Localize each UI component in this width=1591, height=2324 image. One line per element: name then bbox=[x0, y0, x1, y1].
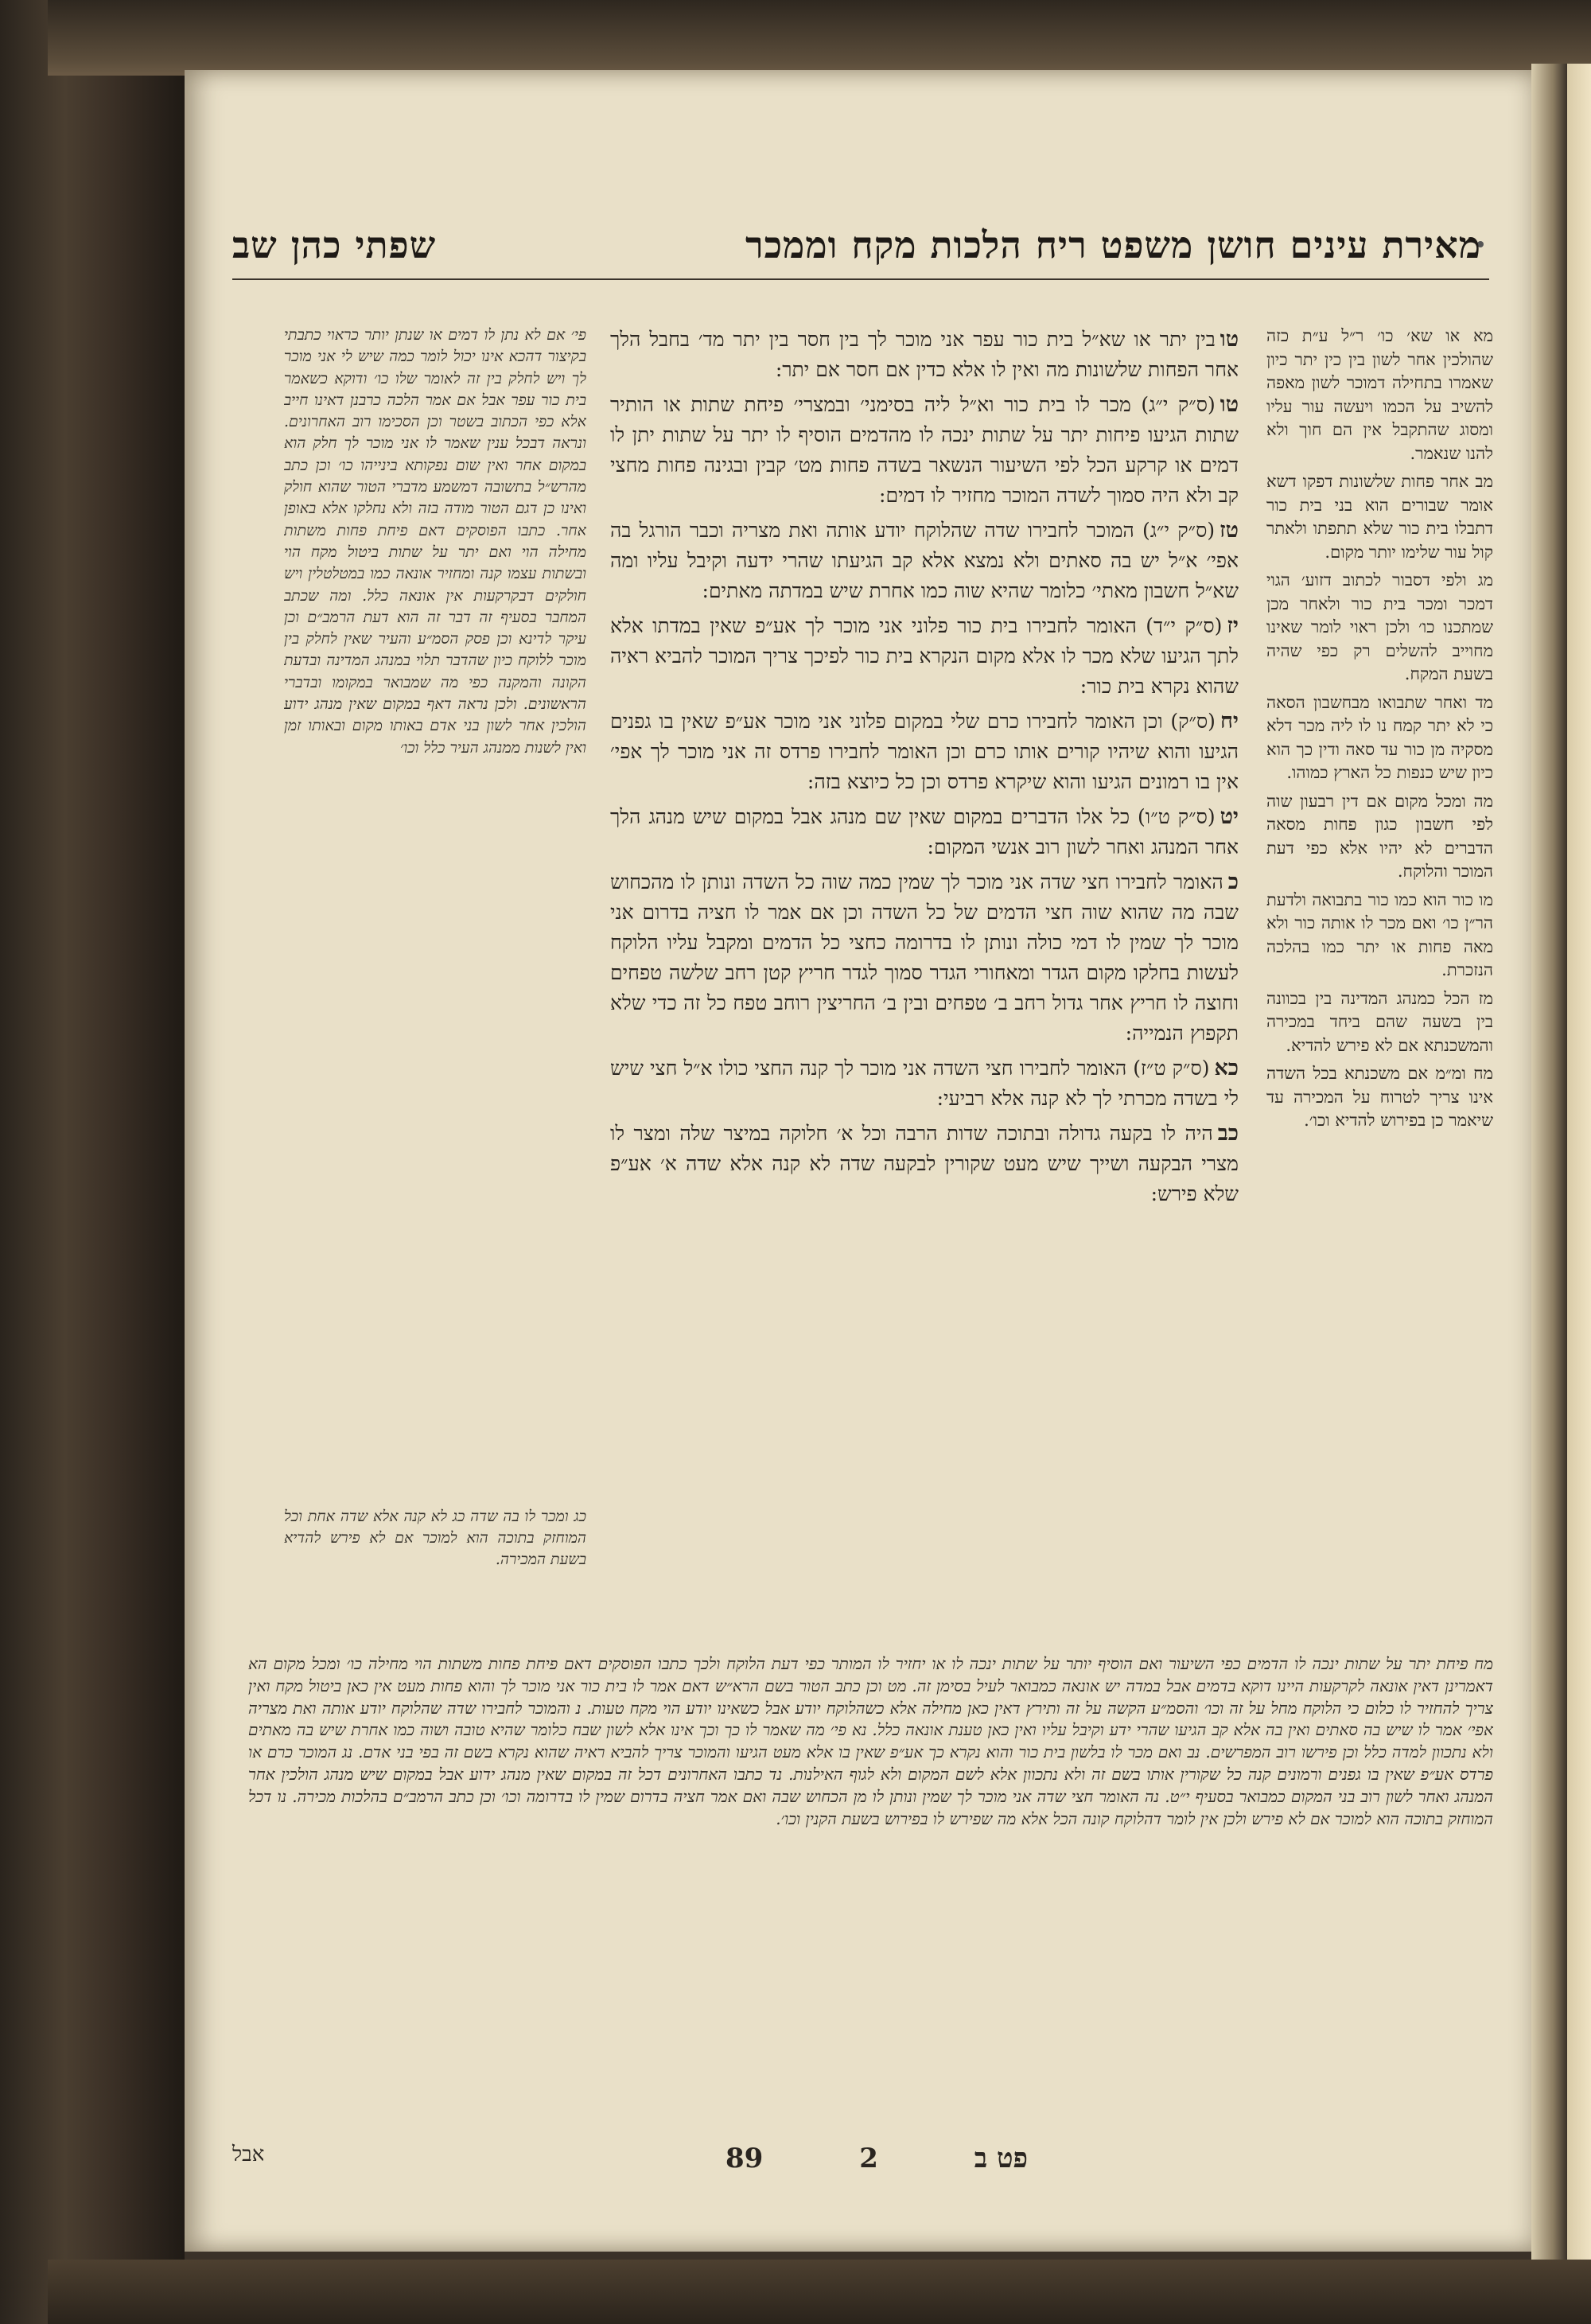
header-title: מאירת עינים חושן משפט ריח הלכות מקח וממכר bbox=[745, 224, 1481, 267]
commentary-paragraph: מד ואחר שתבואו מבחשבון הסאה כי לא יתר קמח נו לו ליה מכר דלא מסקיה מן כור עד סאה ודין כך הוא כיון שיש כנפות כל הארץ כמוהו. bbox=[1266, 692, 1493, 782]
signature-mark: 2 bbox=[859, 2143, 878, 2174]
signature-hebrew: פט ב bbox=[974, 2143, 1028, 2174]
main-paragraph bbox=[610, 867, 1239, 1049]
header-rule bbox=[232, 278, 1489, 280]
page-gutter bbox=[1531, 64, 1567, 2260]
paragraph-text: האומר לחבירו חצי שדה אני מוכר לך שמין כמה שוה כל השדה ונותן לו מהכחוש שבה מה שהוא שוה חצי הדמים של כל השדה וכן אם אמר לו חציה בדרום אני מוכר לך שמין לו דמי כולה ונותן לו בדרומה כחצי כל הדמים ומקבל עליו הלוקח לעשות בחלקו מקום הגדר ומאחורי הגדר סמוך לגדר חריץ קטן רחב שלשה טפחים וחוצה לו חריץ אחר גדול רחב ב׳ טפחים ובין ב׳ החריצין רוחב טפח כל זה כדי שלא תקפוץ הנמייה: bbox=[610, 870, 1239, 1045]
main-paragraph bbox=[610, 325, 1239, 385]
header-right-title: שפתי כהן bbox=[290, 224, 437, 267]
page-signature bbox=[725, 2143, 1028, 2182]
paragraph-text: (ס״ק) וכן האומר לחבירו כרם שלי במקום פלוני אני מוכר אע״פ שאין בו גפנים הגיעו והוא שיהיו קורים אותו כרם וכן האומר לחבירו פרדס זה אני מוכר לך אפי׳ אין בו רמונים הגיעו והוא שיקרא פרדס וכן כל כיוצא בזה: bbox=[610, 710, 1239, 793]
commentary-paragraph: מח ומ״מ אם משכנתא בכל השדה אינו צריך לטרוח על המכירה עד שיאמר כן בפירוש להדיא וכו׳. bbox=[1266, 1064, 1493, 1130]
header-left bbox=[232, 224, 436, 267]
footnotes-block bbox=[248, 1653, 1493, 2107]
paragraph-text: (ס״ק ט״ז) האומר לחבירו חצי השדה אני מוכר לך קנה החצי כולו א״ל חצי שיש לי בשדה מכרתי לך לא קנה אלא רביעי: bbox=[610, 1057, 1239, 1110]
footnote: נה האומר חצי שדה אני מוכר לך שמין ונותן לו מן הכחוש שבה ואם אמר חציה בדרום שמין לו בדרומה וכו׳ וכן כתב הרמב״ם בהלכות מכירה. bbox=[292, 1786, 1160, 1806]
book-edge-top bbox=[48, 0, 1591, 76]
footnote: נג המוכר כרם או פרדס אע״פ שאין בו גפנים ורמונים קנה כל שקורין אותו בשם זה ולא נתכוון אלא לשם המקום ולא לגוף האילנות. bbox=[248, 1742, 1493, 1784]
footnote: נא פי׳ מה שאמר לו כך וכך אינו אלא לשון שבח כלומר שהיא טובה ושוה כמו אחרת שיש בה מאתים ולא נתכוון למדה כלל וכן פירשו רוב המפרשים. bbox=[248, 1720, 1493, 1762]
commentary-paragraph: מג ולפי דסבור לכתוב דזוע׳ הגוי דמכר ומכר בית כור ולאחר מכן שמתכנו כו׳ ולכן ראוי לומר שאינו מחוייב להשלים רק כפי שהיה בשעת המקח. bbox=[1266, 570, 1493, 683]
paragraph-text: היה לו בקעה גדולה ובתוכה שדות הרבה וכל א׳ חלוקה במיצר שלה ומצר לו מצרי הבקעה ושייך שיש מעט שקורין לבקעה שדה לא קנה אלא שדה א׳ אע״פ שלא פירש: bbox=[610, 1122, 1239, 1205]
paragraph-text: בין יתר או שא״ל בית כור עפר אני מוכר לך בין חסר בין יתר מד׳ בחבל הלך אחר הפחות שלשונות מה ואין לו אלא כדין אם חסר אם יתר: bbox=[610, 328, 1239, 381]
footnote: נד כתבו האחרונים דכל זה במקום שאין מנהג ידוע אבל במקום שיש מנהג הולכין אחר המנהג ואחר לשון רוב בני המקום כמבואר בסעיף י״ט. bbox=[248, 1764, 1493, 1806]
book-page bbox=[185, 70, 1537, 2252]
paragraph-number: יט bbox=[1220, 804, 1239, 829]
book-edge-bottom bbox=[48, 2260, 1591, 2324]
commentary-text: כג ומכר לו בה שדה כג לא קנה אלא שדה אחת וכל המוחזק בתוכה הוא למוכר אם לא פירש להדיא בשעת המכירה. bbox=[284, 1508, 586, 1568]
paragraph-number: טז bbox=[1220, 518, 1239, 543]
facing-page-edge bbox=[1567, 64, 1591, 2260]
footnote: נו דכל המוחזק בתוכה הוא למוכר אם לא פירש ולכן אין לומר דהלוקח קונה הכל אלא מה שפירש לו בפירוש בשעת הקנין וכו׳. bbox=[248, 1786, 1493, 1828]
signature-number: 89 bbox=[725, 2143, 764, 2174]
commentary-paragraph: מב אחר פחות שלשונות דפקו דשא אומר שבורים הוא בני בית כור דתבלו בית כור שלא תתפתו ולאתר קול עור שלימו יותר מקום. bbox=[1266, 472, 1493, 562]
book-cover bbox=[0, 0, 185, 2324]
footnote: מח פיחת יתר על שתות ינכה לו הדמים כפי השיעור ואם הוסיף יותר על שתות ינכה לו או יחזיר לו המותר כפי דעת הלוקח ולכך כתבו הפוסקים דאם פיחת פחות משתות הוי מחילה כו׳ ומכל מקום הא דאמרינן דאין אונאה לקרקעות היינו דוקא בדמים אבל במדה יש אונאה כמבואר לעיל בסימן זה. bbox=[248, 1654, 1493, 1695]
commentary-paragraph: מה ומכל מקום אם דין רבעון שוה לפי חשבון כגון פחות מסאה הדברים לא יהיו אלא כפי דעת המוכר והלוקח. bbox=[1266, 791, 1493, 881]
main-paragraph bbox=[610, 390, 1239, 511]
main-paragraph bbox=[610, 802, 1239, 862]
main-paragraph bbox=[610, 611, 1239, 702]
main-paragraph bbox=[610, 707, 1239, 797]
commentary-text: פי׳ אם לא נתן לו דמים או שנתן יותר כראוי כתבתי בקיצור דהכא אינו יכול לומר כמה שיש לי אני מוכר לך ויש לחלק בין זה לאומר שלו כו׳ ודוקא כשאמר בית כור עפר אבל אם אמר הלכה כרבנן דאינו חייב אלא כפי הכתוב בשטר וכן הסכימו רוב האחרונים. ונראה דבכל ענין שאמר לו אני מוכר לך חלק הוא במקום אחר ואין שום נפקותא בינייהו כו׳ וכן כתב מהרש״ל בתשובה דמשמע מדברי הטור שהוא חולק ואינו כן דגם הטור מודה בזה ולא נחלקו אלא באופן אחר. כתבו הפוסקים דאם פיחת פחות משתות מחילה הוי ואם יתר על שתות ביטול מקח הוי ובשתות עצמו קנה ומחזיר אונאה כמו במטלטלין ויש חולקים דבקרקעות אין אונאה כלל. ומה שכתב המחבר בסעיף זה דבר זה הוא דעת הרמב״ם וכן עיקר לדינא וכן פסק הסמ״ע והעיר שאין לחלק בין מוכר ללוקח כיון שהדבר תלוי במנהג המדינה ובדעת הקונה והמקנה כפי מה שמבואר במקומו ובדברי הראשונים. ולכן נראה דאף במקום שאין מנהג ידוע הולכין אחר לשון בני אדם באותו מקום ובאותו זמן ואין לשנות ממנהג העיר כלל וכו׳ bbox=[284, 326, 586, 757]
paragraph-text: (ס״ק ט״ו) כל אלו הדברים במקום שאין שם מנהג אבל במקום שיש מנהג הלך אחר המנהג ואחר לשון רוב אנשי המקום: bbox=[610, 805, 1239, 858]
commentary-left-column bbox=[284, 325, 586, 1431]
commentary-paragraph: מא או שא׳ כו׳ ר״ל ע״ת כזה שהולכין אחר לשון בין כין יתר כיון שאמרו בתחילה דמוכר לשון מאפה להשיב על הכמו ויעשה עור עליו ומסוג שהתקבל אין הם חוך ולא להנו שנאמר. bbox=[1266, 326, 1493, 463]
footnote: נ והמוכר לחבירו שדה שהלוקח יודע אותה ואת מצריה אפי׳ אמר לו שיש בה סאתים ואין בה אלא קב הגיעו שהרי ידע וקיבל עליו ואין כאן טענת אונאה כלל. bbox=[248, 1698, 1493, 1740]
paragraph-number: כ bbox=[1227, 870, 1239, 894]
catchword: אבל bbox=[232, 2143, 265, 2166]
footnote: מט וכן כתב הטור בשם הרא״ש דאם אמר לו בית כור אני מוכר לך והוא פחות מעט אין כאן ביטול מקח ואין צריך להחזיר לו כלום כי הלוקח מחל על זה וכו׳ והסמ״ע הקשה על זה ותירץ דאין כאן מחילה אלא כשהלוקח יודע אבל כשאינו יודע הוי מקח טעות. bbox=[248, 1676, 1493, 1718]
running-header bbox=[232, 217, 1481, 273]
paragraph-number: יח bbox=[1220, 709, 1239, 734]
folio-number: שב bbox=[232, 224, 278, 267]
paragraph-number: כא bbox=[1214, 1056, 1239, 1080]
paragraph-number: כב bbox=[1217, 1121, 1239, 1146]
main-paragraph bbox=[610, 1119, 1239, 1209]
main-text-column bbox=[610, 325, 1239, 1598]
paragraph-number: יז bbox=[1227, 613, 1239, 638]
paragraph-text: (ס״ק י״ג) מכר לו בית כור וא״ל ליה בסימני׳ ובמצרי׳ פיחת שתות או הותיר שתות הגיעו פיחות יתר על שתות ינכה לו מהדמים הוסיף לו יתר על שתות יתן לו דמים או קרקע הכל לפי השיעור הנשאר בשדה פחות מט׳ קבין ובגינה פחות מחצי קב ולא היה סמוך לשדה המוכר מחזיר לו דמים: bbox=[610, 393, 1239, 507]
footnote: נב ואם מכר לו בלשון בית כור והוא נקרא כך אע״פ שאין בו אלא מעט הגיעו והמוכר צריך להביא ראיה שהוא נקרא בשם זה בפי בני אדם. bbox=[358, 1742, 1200, 1762]
paragraph-number: טו bbox=[1220, 327, 1239, 352]
main-paragraph bbox=[610, 516, 1239, 606]
commentary-paragraph: מו כור הוא כמו כור בתבואה ולדעת הר״ן כו׳ ואם מכר לו אותה כור ולא מאה פחות או יתר כמו בהלכה הנזכרת. bbox=[1266, 890, 1493, 979]
paragraph-text: (ס״ק י״ג) המוכר לחבירו שדה שהלוקח יודע אותה ואת מצריה וכבר הורגל בה אפי׳ א״ל יש בה סאתים ולא נמצא אלא קב הגיעתו שהרי ידעה וקיבל עליו ומה שא״ל חשבון מאתי׳ כלומר שהיא שוה כמו אחרת שיש במדתה מאתים: bbox=[610, 519, 1239, 602]
paragraph-number: טו bbox=[1220, 392, 1239, 417]
main-paragraph bbox=[610, 1053, 1239, 1114]
commentary-paragraph: מז הכל כמנהג המדינה בין בכוונה בין בשעה שהם ביחד במכירה והמשכנתא אם לא פירש להדיא. bbox=[1266, 988, 1493, 1055]
commentary-left-lower bbox=[284, 1506, 586, 1594]
paragraph-text: (ס״ק י״ד) האומר לחבירו בית כור פלוני אני מוכר לך אע״פ שאין במדתו אלא לתך הגיעו שלא מכר לו אלא מקום הנקרא בית כור לפיכך צריך המוכר להביא ראיה שהוא נקרא בית כור: bbox=[610, 614, 1239, 698]
